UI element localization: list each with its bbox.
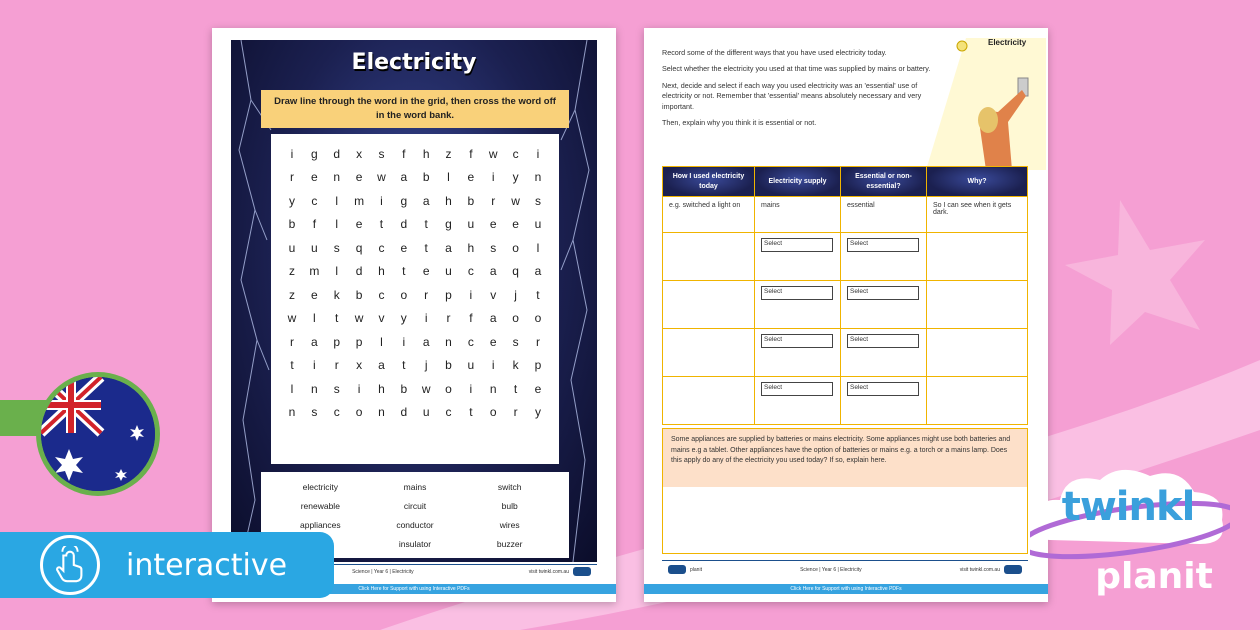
interactive-badge — [0, 532, 334, 598]
use-input-cell[interactable] — [663, 281, 755, 329]
electricity-use-table — [662, 166, 1028, 425]
word-bank-item[interactable]: buzzer — [496, 539, 523, 549]
grid-letter[interactable]: t — [290, 358, 294, 373]
why-input-cell[interactable] — [927, 329, 1028, 377]
grid-letter[interactable]: p — [355, 334, 363, 349]
grid-letter[interactable]: d — [333, 146, 341, 161]
grid-letter[interactable]: q — [355, 240, 363, 255]
grid-letter[interactable]: c — [333, 405, 340, 420]
grid-letter[interactable]: h — [422, 146, 430, 161]
page-footer — [662, 560, 1028, 578]
grid-letter[interactable]: c — [311, 193, 318, 208]
grid-letter[interactable]: i — [380, 193, 383, 208]
girl-switch-illustration — [926, 38, 1046, 170]
word-bank-item[interactable]: renewable — [300, 501, 340, 511]
grid-letter[interactable]: b — [445, 358, 452, 373]
grid-row — [281, 166, 549, 190]
grid-letter[interactable]: t — [513, 381, 518, 396]
use-input-cell[interactable] — [663, 233, 755, 281]
grid-letter[interactable]: o — [355, 405, 363, 420]
grid-letter[interactable]: x — [356, 358, 363, 373]
grid-letter[interactable]: w — [354, 311, 364, 326]
grid-letter[interactable]: s — [333, 240, 340, 255]
grid-letter[interactable]: o — [400, 287, 408, 302]
table-row — [663, 377, 1028, 425]
grid-letter[interactable]: t — [402, 264, 406, 279]
grid-letter[interactable]: j — [514, 287, 517, 302]
grid-letter[interactable]: n — [311, 381, 318, 396]
grid-row — [281, 401, 549, 425]
grid-row — [281, 142, 549, 166]
word-bank-item[interactable]: electricity — [302, 482, 339, 492]
grid-letter[interactable]: y — [534, 405, 541, 420]
grid-letter[interactable]: f — [469, 146, 473, 161]
use-input-cell[interactable] — [663, 377, 755, 425]
table-row — [663, 329, 1028, 377]
grid-letter[interactable]: l — [380, 334, 383, 349]
grid-letter[interactable]: a — [489, 311, 497, 326]
grid-letter[interactable]: d — [400, 217, 408, 232]
grid-letter[interactable]: i — [536, 146, 540, 161]
grid-letter[interactable]: c — [445, 405, 452, 420]
grid-letter[interactable]: e — [489, 334, 497, 349]
grid-letter[interactable]: u — [534, 217, 542, 232]
wordsearch-frame — [231, 40, 597, 562]
activity-instructions — [662, 48, 942, 135]
word-bank-item[interactable]: appliances — [300, 520, 341, 530]
footer-brand: planit — [690, 566, 702, 573]
essential-select[interactable]: Select — [847, 286, 919, 300]
grid-letter[interactable]: i — [402, 334, 406, 349]
grid-letter[interactable]: s — [534, 193, 541, 208]
grid-letter[interactable]: i — [469, 287, 473, 302]
grid-letter[interactable]: b — [288, 217, 296, 232]
grid-letter[interactable]: j — [424, 358, 428, 373]
australia-flag-badge — [36, 372, 160, 496]
grid-row — [281, 354, 549, 378]
word-bank-item[interactable]: bulb — [501, 501, 518, 511]
grid-letter[interactable]: b — [422, 170, 430, 185]
grid-letter[interactable]: d — [400, 405, 408, 420]
grid-letter[interactable]: l — [313, 311, 316, 326]
table-header: Essential or non-essential? — [841, 167, 927, 197]
grid-letter[interactable]: z — [445, 146, 452, 161]
grid-letter[interactable]: c — [378, 240, 385, 255]
twinkl-logo-icon — [668, 565, 686, 574]
grid-letter[interactable]: r — [424, 287, 429, 302]
twinkl-logo-icon — [573, 567, 591, 576]
grid-letter[interactable]: v — [490, 287, 497, 302]
grid-letter[interactable]: s — [378, 146, 385, 161]
footer-website[interactable]: visit twinkl.com.au — [528, 568, 569, 575]
grid-letter[interactable]: s — [311, 405, 318, 420]
grid-letter[interactable]: i — [491, 170, 495, 185]
supply-select[interactable]: Select — [761, 382, 833, 396]
grid-letter[interactable]: p — [534, 358, 542, 373]
grid-letter[interactable]: l — [536, 240, 540, 255]
grid-letter[interactable]: w — [421, 381, 431, 396]
grid-letter[interactable]: r — [290, 334, 294, 349]
table-row — [663, 233, 1028, 281]
example-cell: e.g. switched a light on — [663, 197, 755, 233]
grid-letter[interactable]: o — [489, 405, 497, 420]
grid-letter[interactable]: f — [469, 311, 473, 326]
grid-row — [281, 189, 549, 213]
instruction-paragraph: Select whether the electricity you used at that time was supplied by mains or battery. — [662, 64, 931, 74]
why-input-cell[interactable] — [927, 377, 1028, 425]
grid-letter[interactable]: c — [378, 287, 385, 302]
grid-letter[interactable]: b — [400, 381, 408, 396]
grid-letter[interactable]: k — [512, 358, 519, 373]
grid-letter[interactable]: e — [489, 217, 497, 232]
word-bank-item[interactable]: wires — [499, 520, 520, 530]
grid-letter[interactable]: e — [467, 170, 475, 185]
grid-letter[interactable]: o — [445, 381, 452, 396]
supply-select[interactable]: Select — [761, 286, 833, 300]
grid-letter[interactable]: a — [534, 264, 542, 279]
grid-letter[interactable]: e — [355, 217, 363, 232]
grid-row — [281, 283, 549, 307]
grid-letter[interactable]: k — [333, 287, 340, 302]
grid-letter[interactable]: s — [333, 381, 340, 396]
grid-letter[interactable]: h — [445, 193, 452, 208]
supply-select[interactable]: Select — [761, 238, 833, 252]
grid-letter[interactable]: r — [290, 170, 294, 185]
example-cell: essential — [841, 197, 927, 233]
grid-letter[interactable]: n — [288, 405, 296, 420]
grid-letter[interactable]: y — [400, 311, 407, 326]
instruction-paragraph: Then, explain why you think it is essential or not. — [662, 118, 817, 128]
grid-letter[interactable]: t — [469, 405, 473, 420]
grid-letter[interactable]: m — [309, 264, 320, 279]
grid-letter[interactable]: b — [355, 287, 363, 302]
grid-letter[interactable]: t — [424, 240, 428, 255]
grid-letter[interactable]: n — [378, 405, 385, 420]
grid-letter[interactable]: e — [512, 217, 519, 232]
grid-letter[interactable]: s — [512, 334, 519, 349]
grid-letter[interactable]: f — [312, 217, 317, 232]
grid-letter[interactable]: l — [335, 217, 339, 232]
grid-letter[interactable]: u — [311, 240, 318, 255]
grid-letter[interactable]: e — [355, 170, 363, 185]
grid-row — [281, 377, 549, 401]
essential-select[interactable]: Select — [847, 334, 919, 348]
grid-letter[interactable]: o — [534, 311, 542, 326]
table-row — [663, 281, 1028, 329]
grid-row — [281, 307, 549, 331]
supply-select[interactable]: Select — [761, 334, 833, 348]
wordsearch-page — [212, 28, 616, 602]
grid-letter[interactable]: a — [422, 334, 430, 349]
grid-letter[interactable]: u — [445, 264, 452, 279]
grid-letter[interactable]: r — [334, 358, 339, 373]
grid-letter[interactable]: a — [311, 334, 318, 349]
grid-letter[interactable]: v — [378, 311, 385, 326]
grid-letter[interactable]: i — [469, 381, 473, 396]
grid-letter[interactable]: z — [289, 264, 295, 279]
instruction-paragraph: Next, decide and select if each way you used electricity was an 'essential' use of electricity or not. Remember that 'essential' means absolutely necessary and very important. — [662, 80, 922, 111]
grid-row — [281, 213, 549, 237]
grid-letter[interactable]: d — [355, 264, 363, 279]
appliances-note-box[interactable] — [662, 428, 1028, 554]
worksheet-title: Electricity — [351, 50, 477, 75]
grid-letter[interactable]: i — [424, 311, 428, 326]
grid-letter[interactable]: n — [445, 334, 452, 349]
grid-letter[interactable]: h — [378, 381, 385, 396]
grid-letter[interactable]: p — [333, 334, 341, 349]
interactive-label: interactive — [126, 547, 288, 583]
twinkl-logo-icon — [1004, 565, 1022, 574]
grid-letter[interactable]: t — [379, 217, 384, 232]
grid-letter[interactable]: e — [311, 287, 318, 302]
word-bank-item[interactable]: switch — [497, 482, 522, 492]
grid-letter[interactable]: t — [335, 311, 339, 326]
grid-letter[interactable]: p — [445, 287, 452, 302]
example-cell: So I can see when it gets dark. — [927, 197, 1028, 233]
grid-letter[interactable]: q — [512, 264, 519, 279]
instruction-paragraph: Record some of the different ways that you have used electricity today. — [662, 48, 887, 57]
grid-letter[interactable]: l — [447, 170, 450, 185]
footer-subject: Science | Year 6 | Electricity — [352, 568, 414, 575]
appliances-note-text: Some appliances are supplied by batteries or mains electricity. Some appliances might use both batteries and mains e.g a tablet. Other appliances have the option of batteries or mains e.g. a torch or a mains lamp. Does this apply do any of the electricity you used today? If so, explain here. — [663, 429, 1027, 487]
grid-letter[interactable]: c — [467, 334, 474, 349]
table-header: How I used electricity today — [663, 167, 755, 197]
grid-letter[interactable]: h — [467, 240, 475, 255]
grid-letter[interactable]: c — [467, 264, 474, 279]
grid-letter[interactable]: w — [488, 146, 498, 161]
grid-letter[interactable]: y — [512, 170, 519, 185]
grid-letter[interactable]: a — [400, 170, 408, 185]
grid-letter[interactable]: i — [357, 381, 361, 396]
worksheet-instruction: Draw line through the word in the grid, then cross the word off in the word bank. — [261, 90, 569, 128]
grid-letter[interactable]: g — [445, 217, 452, 232]
grid-letter[interactable]: w — [377, 170, 386, 185]
table-row — [663, 197, 1028, 233]
grid-letter[interactable]: n — [489, 381, 497, 396]
use-input-cell[interactable] — [663, 329, 755, 377]
planit-brand-logo: planit — [1095, 556, 1213, 597]
essential-select[interactable]: Select — [847, 382, 919, 396]
grid-letter[interactable]: z — [289, 287, 295, 302]
grid-letter[interactable]: a — [445, 240, 452, 255]
grid-letter[interactable]: g — [400, 193, 408, 208]
grid-letter[interactable]: n — [534, 170, 542, 185]
word-bank-item[interactable]: insulator — [398, 539, 432, 549]
footer-subject: Science | Year 6 | Electricity — [800, 566, 862, 573]
grid-letter[interactable]: n — [333, 170, 341, 185]
grid-letter[interactable]: i — [491, 358, 495, 373]
why-input-cell[interactable] — [927, 281, 1028, 329]
grid-letter[interactable]: b — [467, 193, 475, 208]
grid-row — [281, 260, 549, 284]
table-header: Electricity supply — [755, 167, 841, 197]
activity-heading: Electricity — [988, 38, 1027, 47]
grid-letter[interactable]: s — [490, 240, 497, 255]
word-bank-item[interactable]: conductor — [396, 520, 434, 530]
grid-letter[interactable]: c — [512, 146, 519, 161]
word-bank-item[interactable]: mains — [403, 482, 427, 492]
grid-letter[interactable]: l — [290, 381, 294, 396]
grid-letter[interactable]: e — [422, 264, 430, 279]
grid-letter[interactable]: i — [313, 358, 316, 373]
grid-letter[interactable]: h — [378, 264, 385, 279]
grid-letter[interactable]: o — [512, 311, 519, 326]
grid-letter[interactable]: g — [311, 146, 318, 161]
activity-page — [644, 28, 1048, 602]
grid-letter[interactable]: y — [289, 193, 295, 208]
grid-letter[interactable]: t — [536, 287, 540, 302]
grid-letter[interactable]: l — [335, 193, 339, 208]
grid-letter[interactable]: x — [356, 146, 363, 161]
word-bank-item[interactable]: circuit — [403, 501, 427, 511]
grid-letter[interactable]: w — [511, 193, 520, 208]
grid-letter[interactable]: e — [534, 381, 542, 396]
grid-letter[interactable]: r — [491, 193, 496, 208]
table-header: Why? — [927, 167, 1028, 197]
grid-letter[interactable]: o — [512, 240, 519, 255]
grid-letter[interactable]: e — [400, 240, 408, 255]
support-link-bar[interactable]: Click Here for Support with using Interactive PDFs — [212, 584, 616, 594]
grid-letter[interactable]: t — [424, 217, 428, 232]
grid-row — [281, 236, 549, 260]
grid-letter[interactable]: u — [422, 405, 430, 420]
grid-letter[interactable]: w — [287, 311, 297, 326]
support-link-bar[interactable]: Click Here for Support with using Interactive PDFs — [644, 584, 1048, 594]
grid-letter[interactable]: t — [402, 358, 406, 373]
grid-letter[interactable]: m — [354, 193, 365, 208]
why-input-cell[interactable] — [927, 233, 1028, 281]
grid-letter[interactable]: a — [378, 358, 385, 373]
grid-letter[interactable]: a — [489, 264, 497, 279]
wordsearch-grid[interactable] — [271, 134, 559, 464]
grid-letter[interactable]: f — [402, 146, 406, 161]
grid-row — [281, 330, 549, 354]
grid-letter[interactable]: e — [311, 170, 318, 185]
grid-letter[interactable]: r — [535, 334, 540, 349]
grid-letter[interactable]: i — [290, 146, 294, 161]
essential-select[interactable]: Select — [847, 238, 919, 252]
grid-letter[interactable]: u — [467, 217, 475, 232]
grid-letter[interactable]: u — [467, 358, 475, 373]
footer-website[interactable]: visit twinkl.com.au — [959, 566, 1000, 573]
grid-letter[interactable]: u — [288, 240, 296, 255]
example-cell: mains — [755, 197, 841, 233]
grid-letter[interactable]: r — [446, 311, 451, 326]
australia-flag-icon — [41, 377, 155, 491]
touch-hand-icon — [40, 535, 100, 595]
twinkl-brand-logo: twinkl — [1061, 484, 1195, 530]
grid-letter[interactable]: a — [422, 193, 430, 208]
grid-letter[interactable]: l — [335, 264, 339, 279]
grid-letter[interactable]: r — [513, 405, 518, 420]
